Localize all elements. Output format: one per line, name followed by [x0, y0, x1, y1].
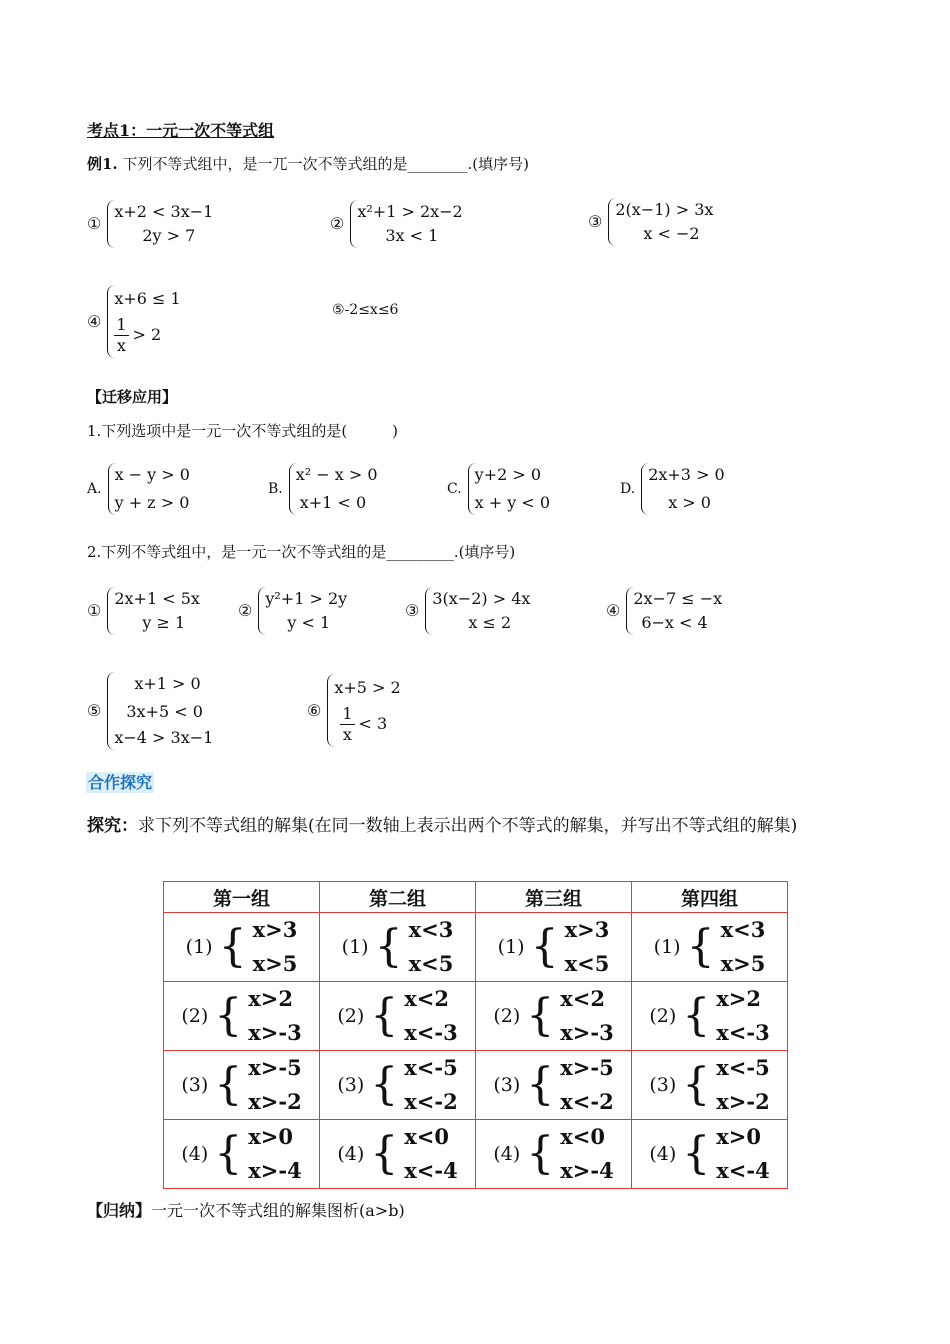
- example-system-1: [87, 200, 213, 248]
- q2-system-2: ② y²+1 > 2y y < 1: [238, 587, 347, 635]
- condition: x>-3: [560, 1020, 614, 1045]
- q2-system-6: ⑥ x+5 > 2 $\frac{1}{x}$ < 3: [307, 674, 401, 747]
- condition: x<0: [560, 1124, 605, 1149]
- item-number: (4): [337, 1143, 365, 1165]
- table-cell: [632, 982, 788, 1051]
- brace: {: [370, 1059, 399, 1110]
- condition: x<2: [404, 986, 449, 1011]
- example-prompt: [87, 153, 529, 174]
- item-number: (1): [341, 936, 369, 958]
- item-number: (1): [653, 936, 681, 958]
- item-number: (3): [337, 1074, 365, 1096]
- table-cell: [164, 913, 320, 982]
- header-group-2: 第二组: [320, 882, 476, 913]
- table-cell: [632, 1120, 788, 1189]
- table-cell: [320, 982, 476, 1051]
- condition: x>0: [248, 1124, 293, 1149]
- fraction: $\frac{1}{x}$: [116, 315, 127, 355]
- brace: {: [526, 1128, 555, 1179]
- q2-text: 2.下列不等式组中，是一元一次不等式组的是_________.(填序号): [87, 543, 516, 561]
- condition: x<3: [408, 917, 454, 942]
- condition: x<-5: [404, 1055, 458, 1080]
- q1-option-d: D. 2x+3 > 0 x > 0: [620, 463, 725, 515]
- example-system-5: ⑤-2≤x≤6: [332, 302, 399, 318]
- item-number: (2): [337, 1005, 365, 1027]
- item-number: (4): [181, 1143, 209, 1165]
- table-cell: [320, 913, 476, 982]
- q1-option-a: A. x − y > 0 y + z > 0: [87, 463, 190, 515]
- condition: x<2: [560, 986, 605, 1011]
- brace: {: [214, 990, 243, 1041]
- transfer-heading: 【迁移应用】: [87, 388, 178, 406]
- brace: {: [682, 990, 711, 1041]
- condition: x>3: [564, 917, 610, 942]
- condition: x>-2: [248, 1089, 302, 1114]
- system-row: x+6 ≤ 1: [114, 289, 181, 308]
- example-label: 例1.: [87, 155, 118, 173]
- system-row: x+2 < 3x−1: [114, 202, 214, 221]
- item-number: (2): [181, 1005, 209, 1027]
- system-label: ④: [87, 311, 102, 331]
- brace: {: [530, 921, 559, 972]
- item-number: (3): [493, 1074, 521, 1096]
- q2-system-1: ① 2x+1 < 5x y ≥ 1: [87, 587, 200, 635]
- system-label: ②: [330, 214, 345, 233]
- inequality-groups-table: [163, 881, 788, 1189]
- condition: x>-5: [560, 1055, 614, 1080]
- q2-system-5: ⑤ x+1 > 0 3x+5 < 0 x−4 > 3x−1: [87, 672, 213, 750]
- explore-prompt: 探究：求下列不等式组的解集(在同一数轴上表示出两个不等式的解集，并写出不等式组的解集): [87, 816, 798, 836]
- system-row: 2y > 7: [142, 226, 196, 245]
- item-number: (4): [649, 1143, 677, 1165]
- brace: {: [526, 1059, 555, 1110]
- brace: {: [682, 1059, 711, 1110]
- brace: {: [526, 990, 555, 1041]
- condition: x<3: [720, 917, 766, 942]
- item-number: (3): [181, 1074, 209, 1096]
- condition: x>0: [716, 1124, 761, 1149]
- condition: x>5: [720, 951, 766, 976]
- table-cell: [164, 1120, 320, 1189]
- table-row: [164, 1120, 788, 1189]
- item-number: (1): [497, 936, 525, 958]
- condition: x<-4: [716, 1158, 770, 1183]
- summary: 【归纳】一元一次不等式组的解集图析(a>b): [87, 1201, 405, 1220]
- table-cell: [320, 1120, 476, 1189]
- condition: x>5: [252, 951, 298, 976]
- brace: {: [374, 921, 403, 972]
- condition: x>-4: [560, 1158, 614, 1183]
- condition: x<0: [404, 1124, 449, 1149]
- brace: {: [214, 1059, 243, 1110]
- system-row: x²+1 > 2x−2: [357, 202, 463, 221]
- table-row: [164, 1051, 788, 1120]
- condition: x<-3: [404, 1020, 458, 1045]
- item-number: (1): [185, 936, 213, 958]
- coop-heading: 合作探究: [88, 773, 153, 792]
- q2-system-4: ④ 2x−7 ≤ −x 6−x < 4: [606, 587, 722, 635]
- system-label: ③: [588, 212, 603, 231]
- condition: x<-2: [404, 1089, 458, 1114]
- condition: x>-4: [248, 1158, 302, 1183]
- brace: {: [370, 1128, 399, 1179]
- table-row: [164, 982, 788, 1051]
- item-number: (3): [649, 1074, 677, 1096]
- brace: {: [686, 921, 715, 972]
- table-row: [164, 913, 788, 982]
- table-cell: [476, 913, 632, 982]
- example-system-2: [330, 200, 463, 248]
- q2-system-3: ③ 3(x−2) > 4x x ≤ 2: [405, 587, 530, 635]
- condition: x<-3: [716, 1020, 770, 1045]
- example-system-3: [588, 198, 713, 246]
- table-cell: [476, 1051, 632, 1120]
- brace: {: [682, 1128, 711, 1179]
- table-cell: [164, 982, 320, 1051]
- table-cell: [320, 1051, 476, 1120]
- system-label: ①: [87, 214, 102, 233]
- condition: x<-4: [404, 1158, 458, 1183]
- q1-option-c: C. y+2 > 0 x + y < 0: [447, 463, 550, 515]
- item-number: (4): [493, 1143, 521, 1165]
- condition: x>2: [716, 986, 761, 1011]
- condition: x<-2: [560, 1089, 614, 1114]
- system-row: 2(x−1) > 3x: [615, 200, 714, 219]
- example-text: 下列不等式组中，是一兀一次不等式组的是________.(填序号): [122, 155, 529, 173]
- fraction: $\frac{1}{x}$: [342, 704, 353, 744]
- item-number: (2): [493, 1005, 521, 1027]
- example-system-4: [87, 285, 181, 358]
- condition: x<5: [408, 951, 454, 976]
- header-group-3: 第三组: [476, 882, 632, 913]
- item-number: (2): [649, 1005, 677, 1027]
- condition: x<-5: [716, 1055, 770, 1080]
- table-cell: [164, 1051, 320, 1120]
- table-cell: [632, 1051, 788, 1120]
- condition: x>-5: [248, 1055, 302, 1080]
- table-header-row: [164, 882, 788, 913]
- condition: x>2: [248, 986, 293, 1011]
- system-row: > 2: [132, 325, 162, 344]
- condition: x<5: [564, 951, 610, 976]
- header-group-1: 第一组: [164, 882, 320, 913]
- brace: {: [218, 921, 247, 972]
- header-group-4: 第四组: [632, 882, 788, 913]
- table-cell: [476, 1120, 632, 1189]
- table-cell: [476, 982, 632, 1051]
- brace: {: [370, 990, 399, 1041]
- q1-option-b: B. x² − x > 0 x+1 < 0: [268, 463, 378, 515]
- q1-text: 1.下列选项中是一元一次不等式组的是( ): [87, 422, 399, 440]
- table-cell: [632, 913, 788, 982]
- condition: x>-3: [248, 1020, 302, 1045]
- system-row: x < −2: [643, 224, 700, 243]
- system-row: 3x < 1: [385, 226, 439, 245]
- condition: x>-2: [716, 1089, 770, 1114]
- section-title: 考点1：一元一次不等式组: [87, 121, 275, 140]
- condition: x>3: [252, 917, 298, 942]
- brace: {: [214, 1128, 243, 1179]
